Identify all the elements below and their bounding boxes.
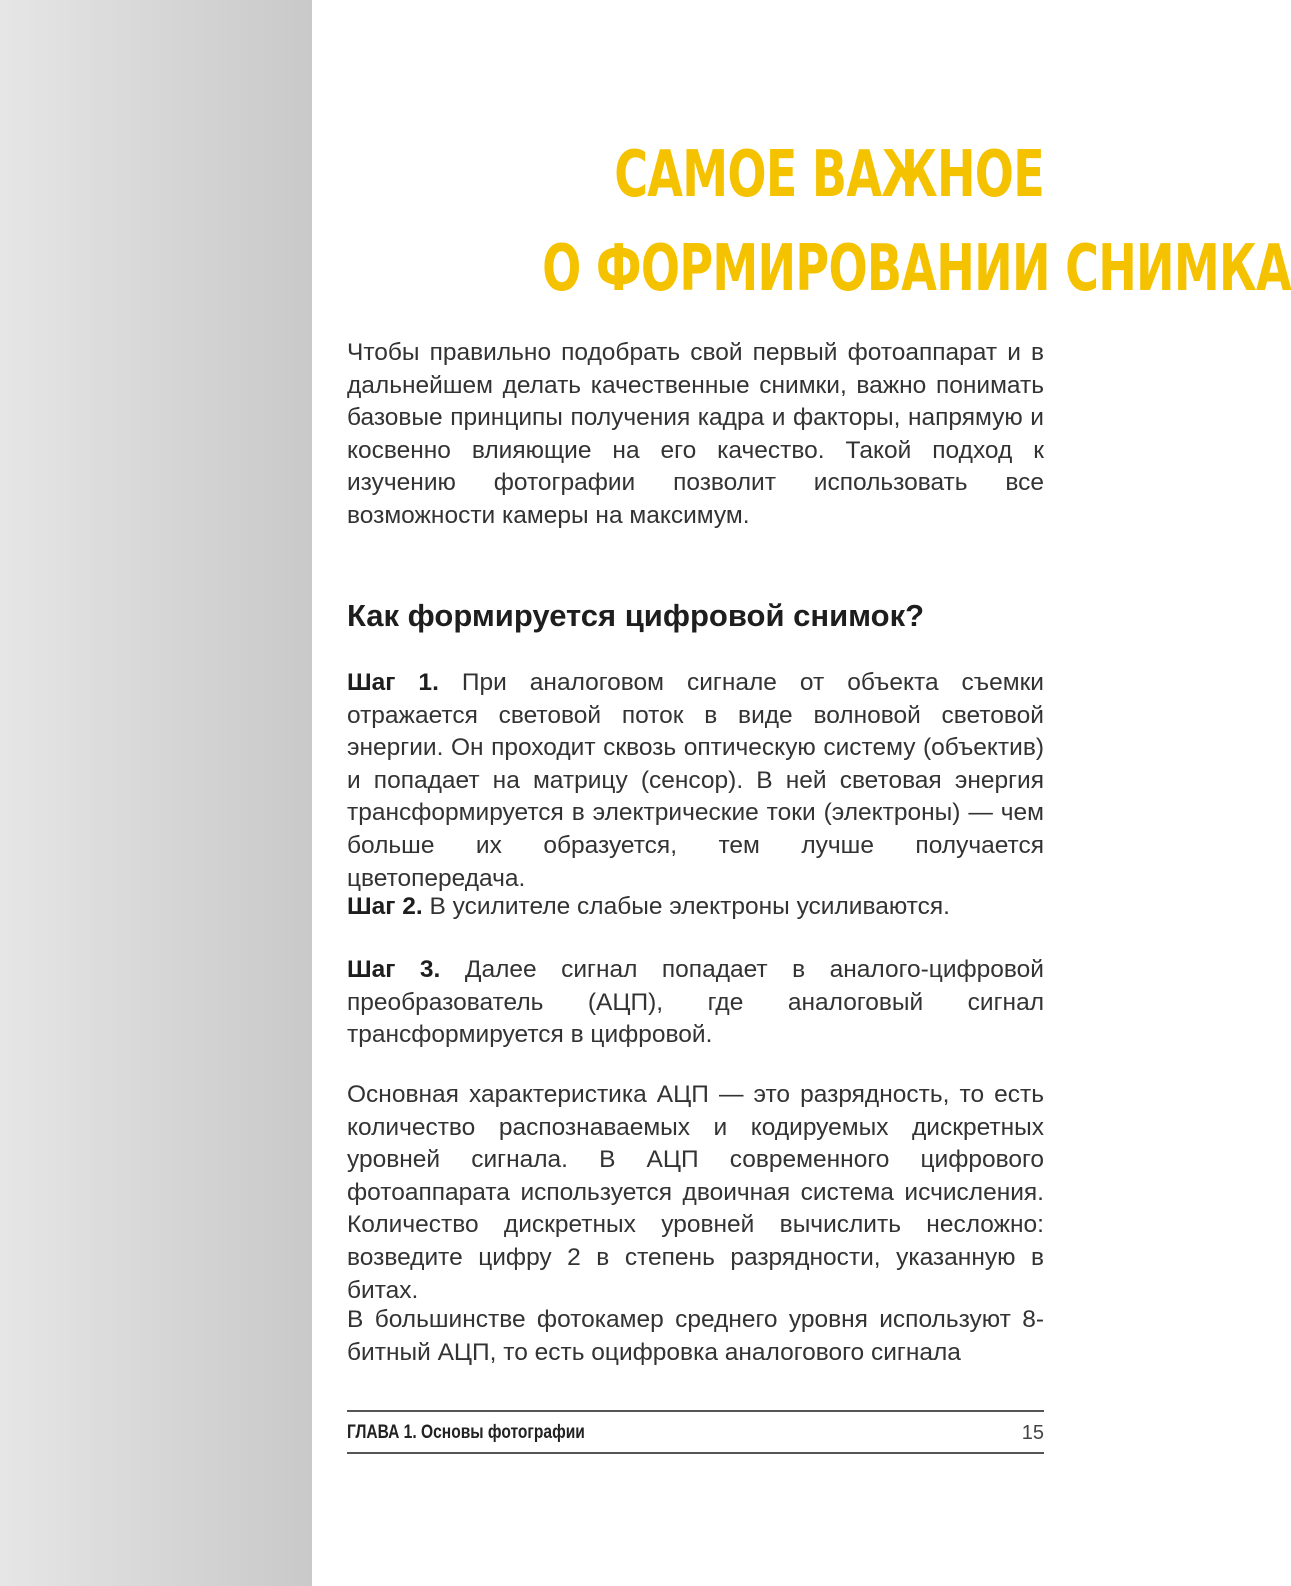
page-content (347, 0, 1291, 1586)
step-1-paragraph (347, 667, 1044, 895)
eight-bit-paragraph: В большинстве фотокамер среднего уровня используют 8-битный АЦП, то есть оцифровка аналогового сигнала (347, 1306, 1044, 1366)
footer-rule-bottom (347, 1452, 1044, 1454)
section-heading: Как формируется цифровой снимок? (347, 598, 925, 633)
step-1-text: При аналоговом сигнале от объекта съемки отражается световой поток в виде волновой световой энергии. Он проходит сквозь оптическую систему (объектив) и попадает на матрицу (сенсор). В ней световая энергия трансформируется в электрические токи (электроны) — чем больше их образуется, тем лучше получается цветопередача. (347, 669, 1044, 892)
step-3-label: Шаг 3. (347, 956, 441, 983)
step-2-label: Шаг 2. (347, 893, 423, 920)
step-3-paragraph (347, 954, 1044, 1052)
chapter-title-line-2: О ФОРМИРОВАНИИ СНИМКА (542, 232, 1291, 306)
left-margin-band (0, 0, 312, 1586)
chapter-title-line-1: САМОЕ ВАЖНОЕ (614, 138, 1044, 212)
footer-page-number: 15 (1021, 1422, 1044, 1444)
step-2-text: В усилителе слабые электроны усиливаются. (429, 893, 950, 920)
adc-paragraph: Основная характеристика АЦП — это разрядность, то есть количество распознаваемых и кодируемых дискретных уровней сигнала. В АЦП современного цифрового фотоаппарата используется двоичная система исчисления. Количество дискретных уровней вычислить несложно: возведите цифру 2 в степень разрядности, указанную в битах. (347, 1081, 1044, 1304)
footer-rule-top (347, 1410, 1044, 1412)
intro-paragraph: Чтобы правильно подобрать свой первый фотоаппарат и в дальнейшем делать качественные снимки, важно понимать базовые принципы получения кадра и факторы, напрямую и косвенно влияющие на его качество. Такой подход к изучению фотографии позволит использовать все возможности камеры на максимум. (347, 339, 1044, 529)
step-2-paragraph (347, 891, 1044, 924)
chapter-title (347, 128, 1291, 316)
step-1-label: Шаг 1. (347, 669, 439, 696)
footer-chapter-title: ГЛАВА 1. Основы фотографии (347, 1422, 585, 1443)
step-3-text: Далее сигнал попадает в аналого-цифровой преобразователь (АЦП), где аналоговый сигнал трансформируется в цифровой. (347, 956, 1044, 1049)
